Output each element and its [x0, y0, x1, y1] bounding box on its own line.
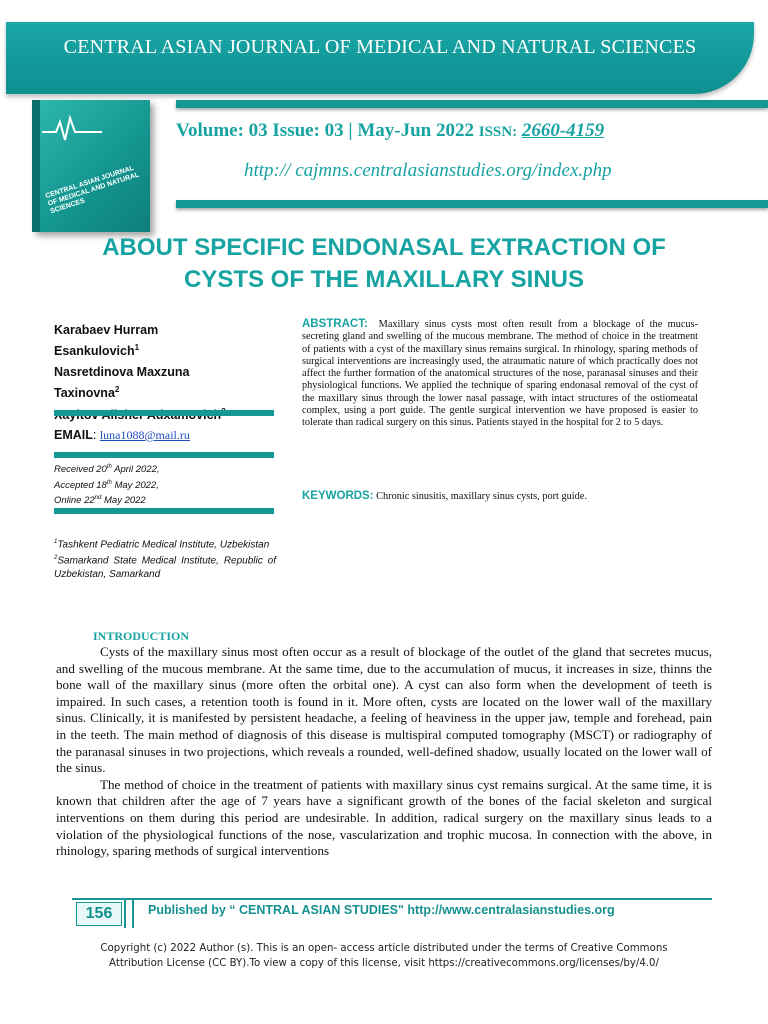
copyright-line-1: Copyright (c) 2022 Author (s). This is an open- access article distributed under the terms of Creative Commons [100, 943, 668, 954]
journal-cover-image [32, 100, 150, 232]
heartbeat-icon [42, 114, 102, 144]
journal-url[interactable]: http:// cajmns.centralasianstudies.org/index.php [244, 160, 612, 181]
affiliation-2: $^2$Samarkand State Medical Institute, Republic of Uzbekistan, Samarkand [54, 554, 276, 580]
author-list [54, 318, 284, 424]
received-date: Received 20th April 2022, [54, 464, 160, 476]
keywords-label: KEYWORDS: [302, 490, 374, 502]
affiliations [54, 536, 276, 581]
side-divider [54, 452, 274, 458]
article-title-line-2: CYSTS OF THE MAXILLARY SINUS [183, 266, 585, 293]
article-title [20, 232, 748, 296]
page-number: 156 [76, 902, 122, 926]
keywords-text: Chronic sinusitis, maxillary sinus cysts, port guide. [376, 491, 587, 502]
volume-issue-line [176, 120, 604, 142]
introduction-body [56, 644, 712, 860]
issn-link[interactable]: 2660-4159 [521, 120, 605, 141]
header-rule-bottom [176, 200, 768, 208]
affiliation-1: $^1$Tashkent Pediatric Medical Institute, Uzbekistan [54, 539, 270, 551]
copyright-notice [40, 941, 728, 971]
keywords [302, 490, 698, 503]
side-divider [54, 410, 274, 416]
paragraph: The method of choice in the treatment of patients with maxillary sinus cyst remains surgical. At the same time, it is known that children after the age of 7 years have a significant growth of the bones of the facial skeleton and surgical interventions on them during this period are undesirable. In addition, radical surgery on the maxillary sinus leads to a violation of the physiological functions of the nose, vascularization and trophic mucosa. In connection with the above, in rhinology, sparing methods of surgical interventions [56, 776, 712, 859]
accepted-date: Accepted 18th May 2022, [54, 479, 159, 491]
issn-label: ISSN: [478, 124, 518, 140]
abstract-label: ABSTRACT: [302, 318, 368, 330]
introduction-heading: INTRODUCTION [93, 629, 190, 643]
footer-rule [72, 898, 712, 900]
paragraph: Cysts of the maxillary sinus most often occur as a result of blockage of the outlet of the gland that secretes mucus, and swelling of the mucous membrane. At the same time, due to the accumulation of mucus, it increases in size, thinns the bone wall of the maxillary sinus (more often the orbital one). A cyst can also form when the development of teeth is impaired. In such cases, a retention tooth is found in it. More often, cysts are located on the lower wall of the maxillary sinus. Clinically, it is manifested by persistent headache, a feeling of heaviness in the upper jaw, temple and forehead, pain in the teeth. The main method of diagnosis of this disease is multispiral computed tomography (MSCT) or radiography of the paranasal sinuses in two projections, which reveals a rounded, well-defined shadow, usually located on the lower wall of the sinus. [56, 644, 712, 776]
article-title-line-1: ABOUT SPECIFIC ENDONASAL EXTRACTION OF [102, 234, 666, 261]
author-line: Esankulovich$^1$ [54, 343, 140, 359]
author-line: Karabaev Hurram [54, 323, 159, 338]
online-date: Online 22nd May 2022 [54, 495, 146, 507]
publication-dates [54, 461, 160, 508]
email-label: EMAIL [54, 428, 93, 442]
cover-spine [32, 100, 40, 232]
email-line: EMAIL: luna1088@mail.ru [54, 428, 190, 442]
email-link[interactable]: luna1088@mail.ru [99, 428, 190, 442]
copyright-line-2: Attribution License (CC BY).To view a copy of this license, visit https://creativecommons.org/licenses/by/4.0/ [109, 958, 659, 969]
volume-issue: Volume: 03 Issue: 03 | May-Jun 2022 [176, 120, 474, 141]
author-line: Taxinovna$^2$ [54, 385, 120, 401]
journal-banner [6, 22, 754, 94]
publisher-line[interactable]: Published by “ CENTRAL ASIAN STUDIES" http://www.centralasianstudies.org [148, 903, 615, 917]
abstract-text: Maxillary sinus cysts most often result from a blockage of the mucus-secreting gland and swelling of the mucous membrane. The method of choice in the treatment of patients with a cyst of the maxillary sinus remains surgical. In rhinology, sparing methods of surgical interventions are increasingly used, the atraumatic nature of which practically does not affect the further formation of the anatomical structures of the nose, paranasal sinuses and their physiological functions. We applied the technique of sparing endonasal removal of the cyst of the maxillary sinus through the lower nasal passage, with intact structures of the ostiomeatal complex, using a port guide. The gentle surgical intervention we have proposed is easier to tolerate than radical surgery on this sinus. Patients stayed in the hospital for 2 to 5 days. [302, 319, 698, 429]
abstract [302, 318, 698, 430]
side-divider [54, 508, 274, 514]
journal-title: CENTRAL ASIAN JOURNAL OF MEDICAL AND NATURAL SCIENCES [63, 36, 697, 58]
header-rule-top [176, 100, 768, 108]
page-number-bars [124, 900, 134, 928]
cover-title: CENTRAL ASIAN JOURNAL OF MEDICAL AND NATURAL SCIENCES [44, 164, 141, 216]
author-line: Nasretdinova Maxzuna [54, 365, 190, 380]
